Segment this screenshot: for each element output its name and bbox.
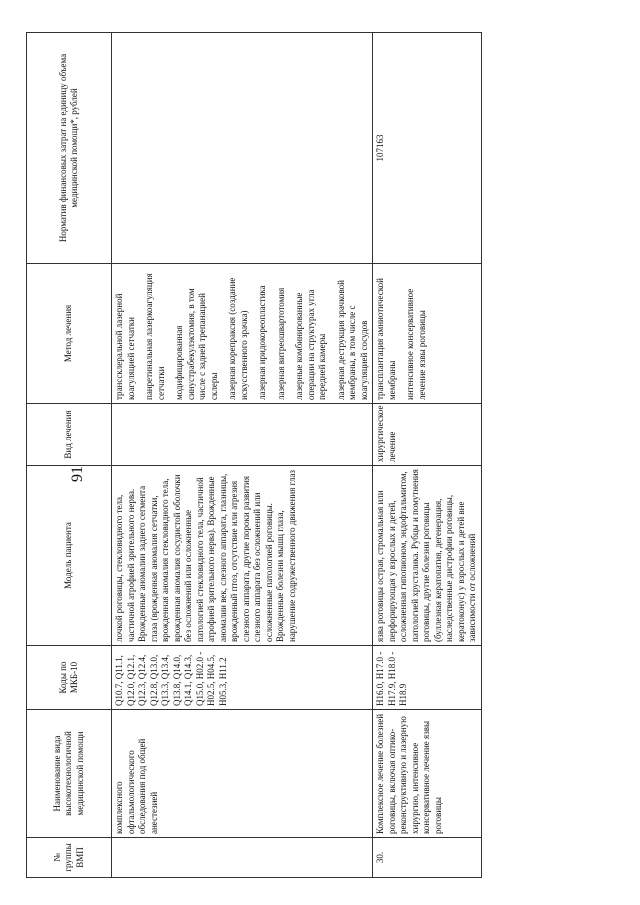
method-item: панретинальная лазеркоагуляция сетчатки (144, 273, 166, 400)
method-item: лазерная витреошвартотомия (275, 287, 286, 400)
cell-icd-codes: Q10.7, Q11.1, Q12.0, Q12.1, Q12.3, Q12.4, Q12.8, Q13.0, Q13.3, Q13.4, Q13.8, Q14.0, Q14.1, Q14.3, Q15.0, H02.0 - H02.5, H04.5, H05.3, H11.2 (112, 646, 373, 710)
table-row (112, 33, 373, 878)
cell-vmp-name: Комплексное лечение болезней роговицы, включая оптико-реконструктивную и лазерную хирургию, интенсивное консервативное лечение язвы роговицы (373, 710, 482, 838)
method-item: транссклеральной лазерной коагуляцией сетчатки (114, 293, 136, 400)
header-codes: Коды по МКБ-10 (27, 646, 112, 710)
cell-group-number (112, 838, 373, 878)
method-item: лазерная деструкция зрачковой мембраны, в том числе с коагуляцией сосудов (335, 280, 369, 400)
cell-patient-model: лочкой роговицы, стекловидного тела, частичной атрофией зрительного нерва. Врожденные аномалии заднего сегмента глаза (врожденная аномалия сетчатки, врожденная аномалия стекловидного тела, врожденная аномалия сосудистой оболочки без осложнений или осложненные патологией стекловидного тела, частичной атрофией зрительного нерва). Врожденные аномалии век, слезного аппарата, глазницы, врожденный птоз, отсутствие или атрезия слезного аппарата, другие пороки развития слезного аппарата без осложнений или осложненные патологией роговицы. Врожденные болезни мышц глаза, нарушение содружественного движения глаз (112, 466, 373, 646)
header-group: № группы ВМП (27, 838, 112, 878)
vmp-table (26, 32, 482, 878)
header-name: Наименование вида высокотехнологичной медицинской помощи (27, 710, 112, 838)
cell-cost-norm: 107163 (373, 33, 482, 264)
cell-treatment-methods (112, 264, 373, 404)
table-header-row (27, 33, 112, 878)
method-item: модифицированная синустрабекулэктомия, в том числе с задней трепанацией склеры (174, 288, 219, 400)
header-kind: Вид лечения (27, 404, 112, 466)
header-model: Модель пациента (27, 466, 112, 646)
cell-treatment-kind: хирургическое лечение (373, 404, 482, 466)
cell-patient-model: язва роговицы острая, стромальная или перфорирующая у взрослых и детей, осложненная гипопионом, эндофтальмитом, патологией хрусталика. Рубцы и помутнения роговицы, другие болезни роговицы (буллезная кератопатия, дегенерация, наследственные дистрофии роговицы, кератоконус) у взрослых и детей вне зависимости от осложнений (373, 466, 482, 646)
method-item: интенсивное консервативное лечение язвы роговицы (405, 288, 427, 400)
method-item: лазерная иридокореопластика (257, 285, 267, 400)
cell-icd-codes: H16.0, H17.0 - H17.9, H18.0 - H18.9 (373, 646, 482, 710)
method-item: лазерные комбинированные операции на структурах угла передней камеры (294, 289, 327, 400)
table-row (373, 33, 482, 878)
method-item: лазерная корепраксия (создание искусственного зрачка) (227, 277, 249, 400)
page-number: 91 (69, 466, 86, 482)
method-item: трансплантация амниотической мембраны (375, 278, 397, 400)
cell-treatment-kind (112, 404, 373, 466)
cell-cost-norm (112, 33, 373, 264)
header-method: Метод лечения (27, 264, 112, 404)
cell-vmp-name: комплексного офтальмологического обследования под общей анестезией (112, 710, 373, 838)
cell-treatment-methods (373, 264, 482, 404)
cell-group-number: 30. (373, 838, 482, 878)
rotated-page (26, 33, 630, 878)
header-norm: Норматив финансовых затрат на единицу объема медицинской помощи*, рублей (27, 33, 112, 264)
